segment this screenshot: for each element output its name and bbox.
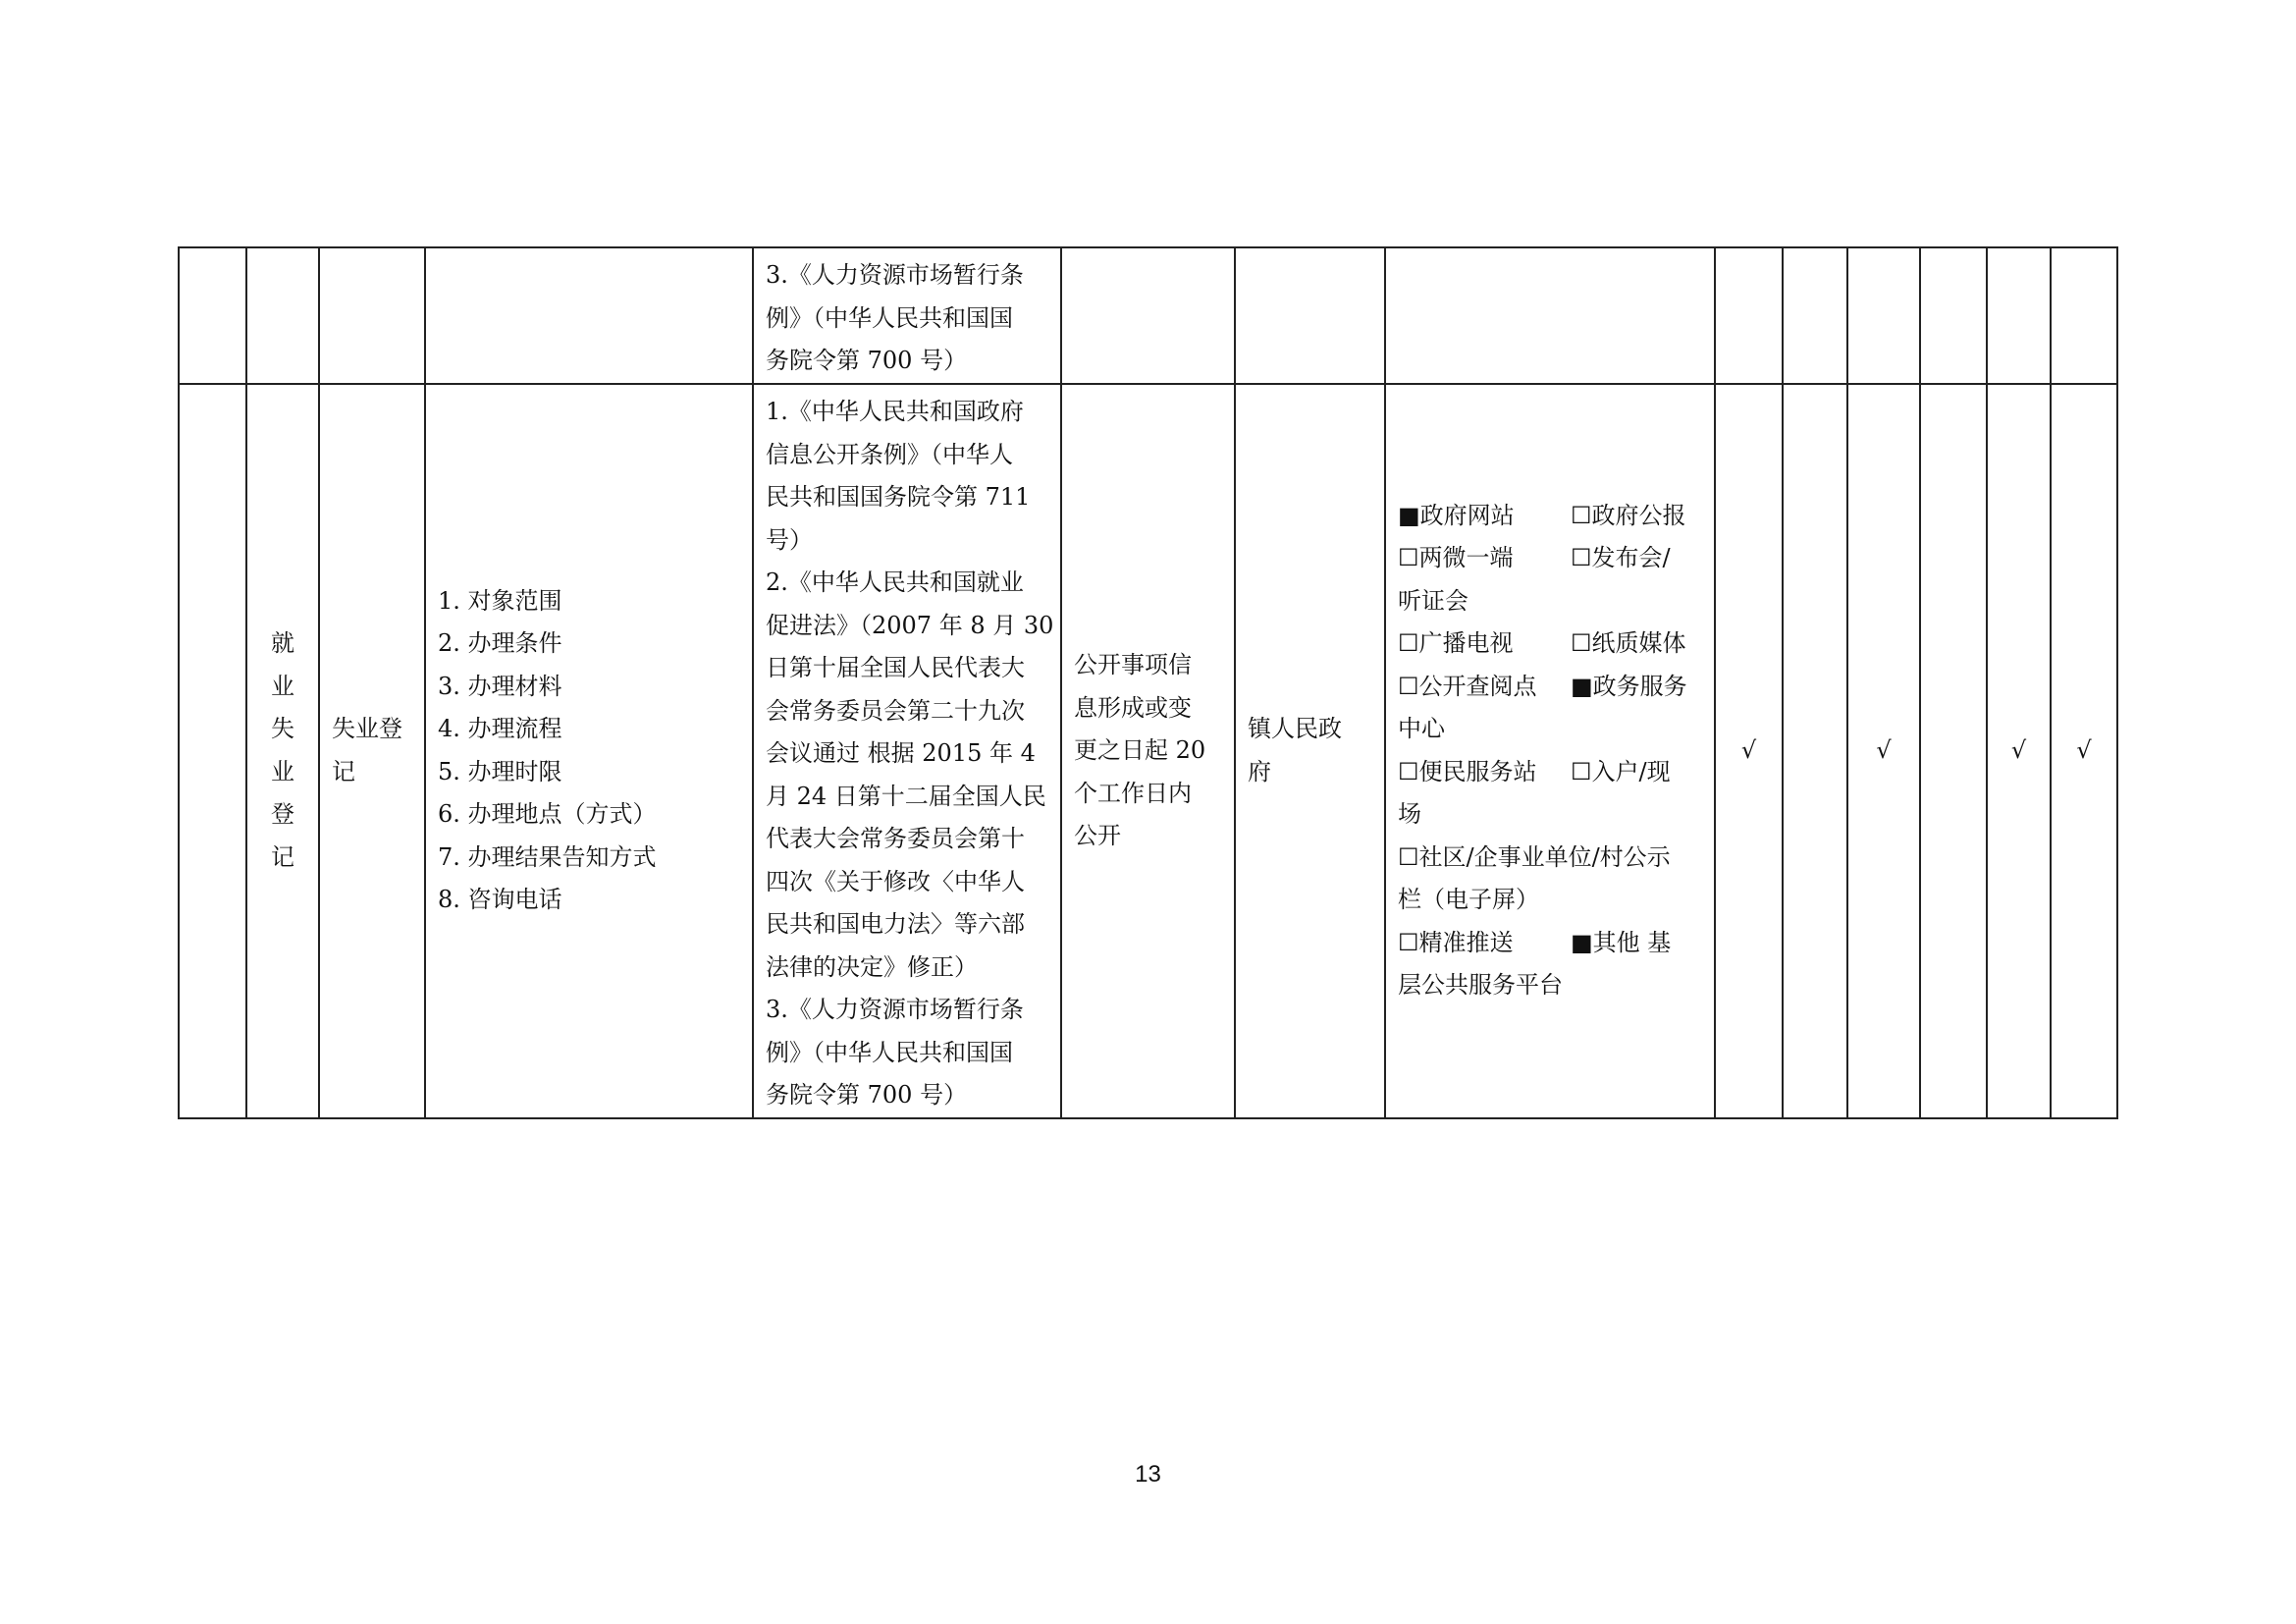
channel-row bbox=[1398, 793, 1702, 837]
channel-row bbox=[1398, 879, 1702, 922]
basis-line: 务院令第 700 号） bbox=[766, 347, 968, 374]
cell-mark-1: √ bbox=[1715, 384, 1783, 1118]
content-line: 3. 办理材料 bbox=[438, 672, 562, 700]
channel-checkbox: ☐纸质媒体 bbox=[1571, 629, 1686, 658]
channel-row bbox=[1398, 580, 1702, 623]
cell-item-continued bbox=[319, 247, 425, 384]
cell-index-continued bbox=[179, 247, 246, 384]
channel-checkbox: ☐社区/企事业单位/村公示 bbox=[1398, 842, 1671, 871]
channel-row bbox=[1398, 537, 1702, 580]
basis-line: 促进法》（2007 年 8 月 30 bbox=[766, 611, 1054, 639]
channel-checkbox: ☐入户/现 bbox=[1571, 757, 1671, 785]
cell-time-limit bbox=[1061, 384, 1235, 1118]
basis-line: 会议通过 根据 2015 年 4 bbox=[766, 739, 1036, 767]
basis-line: 1.《中华人民共和国政府 bbox=[766, 398, 1024, 425]
channel-row bbox=[1398, 964, 1702, 1007]
basis-line: 号） bbox=[766, 525, 813, 554]
basis-line: 日第十届全国人民代表大 bbox=[766, 654, 1025, 681]
cell-mark-6: √ bbox=[2051, 384, 2117, 1118]
channel-checkbox: ☐便民服务站 bbox=[1398, 757, 1537, 785]
cell-channels bbox=[1385, 384, 1715, 1118]
channel-row bbox=[1398, 751, 1702, 794]
channel-checkbox: ☐公开查阅点 bbox=[1398, 672, 1537, 700]
cell-subject-continued bbox=[1235, 247, 1385, 384]
cell-channels-continued bbox=[1385, 247, 1715, 384]
time-line: 个工作日内 bbox=[1074, 779, 1192, 807]
cell-content-continued bbox=[425, 247, 753, 384]
channel-continuation: 栏（电子屏） bbox=[1398, 886, 1539, 914]
basis-line: 代表大会常务委员会第十 bbox=[766, 825, 1025, 852]
content-line: 2. 办理条件 bbox=[438, 629, 562, 658]
cell-mark-continued bbox=[1783, 247, 1847, 384]
cell-time-continued bbox=[1061, 247, 1235, 384]
channel-checkbox: ☐政府公报 bbox=[1571, 501, 1686, 529]
page-number: 13 bbox=[1135, 1461, 1161, 1488]
cell-mark-continued bbox=[1987, 247, 2051, 384]
cell-basis bbox=[753, 384, 1061, 1118]
channel-row bbox=[1398, 922, 1702, 965]
category-vertical-text: 就 业 失 业 登 记 bbox=[271, 629, 294, 871]
basis-line: 2.《中华人民共和国就业 bbox=[766, 568, 1024, 596]
content-line: 4. 办理流程 bbox=[438, 715, 562, 743]
channel-checkbox: ☐发布会/ bbox=[1571, 544, 1671, 572]
basis-line: 月 24 日第十二届全国人民 bbox=[766, 782, 1046, 810]
cell-content bbox=[425, 384, 753, 1118]
item-line: 失业登 bbox=[332, 715, 402, 743]
time-line: 息形成或变 bbox=[1074, 693, 1192, 722]
cell-mark-2 bbox=[1783, 384, 1847, 1118]
subject-line: 府 bbox=[1248, 757, 1271, 785]
channel-row bbox=[1398, 837, 1702, 880]
time-line: 公开事项信 bbox=[1074, 651, 1192, 678]
channel-checkbox: ☐精准推送 bbox=[1398, 928, 1514, 956]
item-line: 记 bbox=[332, 757, 355, 785]
channel-continuation: 听证会 bbox=[1398, 586, 1468, 615]
disclosure-table bbox=[178, 246, 2118, 1119]
channel-checkbox-checked: ■政府网站 bbox=[1398, 501, 1515, 529]
channel-continuation: 层公共服务平台 bbox=[1398, 971, 1563, 1000]
cell-mark-continued bbox=[1715, 247, 1783, 384]
cell-subject bbox=[1235, 384, 1385, 1118]
channel-checkbox: ☐两微一端 bbox=[1398, 544, 1514, 572]
basis-line: 例》（中华人民共和国国 bbox=[766, 303, 1013, 332]
cell-category-continued bbox=[246, 247, 319, 384]
cell-mark-5: √ bbox=[1987, 384, 2051, 1118]
channel-row bbox=[1398, 495, 1702, 538]
channel-checkbox: ☐广播电视 bbox=[1398, 629, 1514, 658]
content-line: 6. 办理地点（方式） bbox=[438, 800, 657, 829]
basis-line: 3.《人力资源市场暂行条 bbox=[766, 996, 1024, 1023]
channel-checkbox-checked: ■其他 基 bbox=[1571, 928, 1672, 956]
cell-mark-3: √ bbox=[1847, 384, 1920, 1118]
channel-continuation: 场 bbox=[1398, 800, 1421, 829]
content-line: 7. 办理结果告知方式 bbox=[438, 842, 657, 871]
basis-line: 会常务委员会第二十九次 bbox=[766, 696, 1025, 725]
content-line: 5. 办理时限 bbox=[438, 757, 562, 785]
basis-line: 3.《人力资源市场暂行条 bbox=[766, 261, 1024, 289]
table-row-unemployment-registration bbox=[179, 384, 2117, 1118]
basis-line: 四次《关于修改〈中华人 bbox=[766, 867, 1025, 895]
cell-mark-4 bbox=[1920, 384, 1987, 1118]
cell-category bbox=[246, 384, 319, 1118]
channel-row bbox=[1398, 623, 1702, 666]
cell-mark-continued bbox=[1847, 247, 1920, 384]
channel-continuation: 中心 bbox=[1398, 715, 1445, 743]
cell-index bbox=[179, 384, 246, 1118]
basis-line: 例》（中华人民共和国国 bbox=[766, 1038, 1013, 1066]
channel-row bbox=[1398, 708, 1702, 751]
cell-mark-continued bbox=[2051, 247, 2117, 384]
channel-checkbox-checked: ■政务服务 bbox=[1571, 672, 1687, 700]
table-row-continued bbox=[179, 247, 2117, 384]
cell-item bbox=[319, 384, 425, 1118]
channel-row bbox=[1398, 666, 1702, 709]
cell-basis-continued bbox=[753, 247, 1061, 384]
basis-line: 民共和国电力法〉等六部 bbox=[766, 910, 1025, 938]
content-line: 8. 咨询电话 bbox=[438, 886, 562, 914]
basis-line: 民共和国国务院令第 711 bbox=[766, 483, 1031, 511]
basis-line: 信息公开条例》（中华人 bbox=[766, 440, 1013, 468]
basis-line: 务院令第 700 号） bbox=[766, 1081, 968, 1109]
subject-line: 镇人民政 bbox=[1248, 715, 1342, 743]
basis-line: 法律的决定》修正） bbox=[766, 952, 978, 981]
time-line: 更之日起 20 bbox=[1074, 736, 1206, 764]
content-line: 1. 对象范围 bbox=[438, 586, 562, 615]
time-line: 公开 bbox=[1074, 822, 1121, 849]
cell-mark-continued bbox=[1920, 247, 1987, 384]
